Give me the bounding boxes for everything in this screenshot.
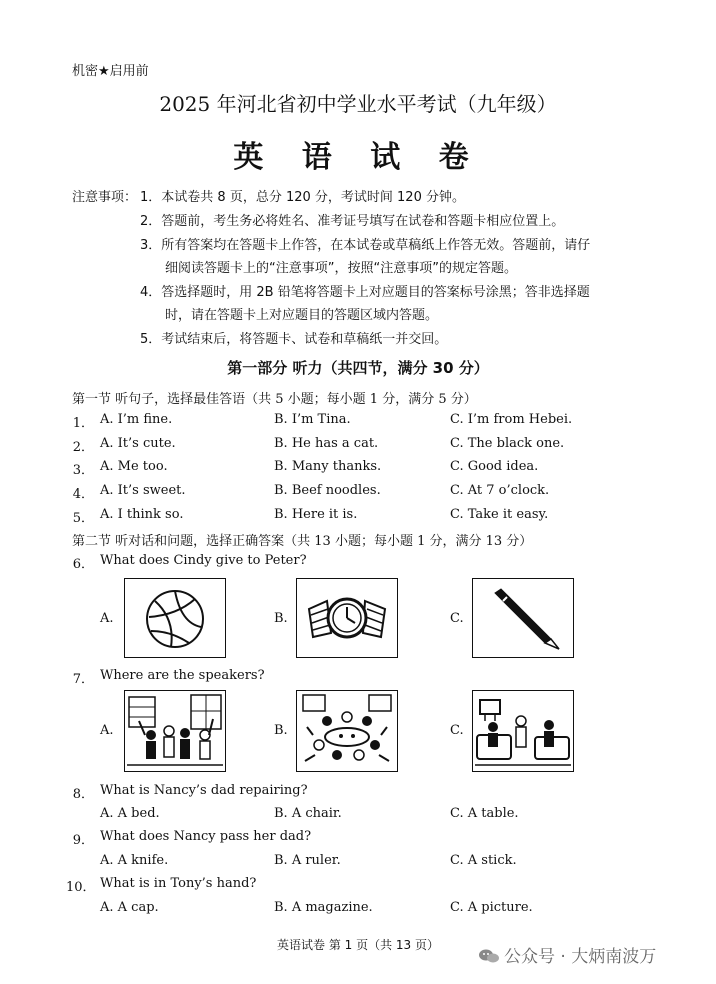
option-b: B. Beef noodles. (274, 483, 381, 498)
option-b: B. A ruler. (274, 853, 341, 868)
option-c: C. Take it easy. (450, 507, 549, 522)
question-number: 7． (72, 672, 94, 687)
option-a: A. It’s sweet. (100, 483, 186, 498)
pen-icon (473, 579, 573, 657)
notice-item (140, 234, 590, 253)
question-number: 8． (72, 787, 94, 802)
option-b: B. He has a cat. (274, 436, 379, 451)
wechat-icon (478, 948, 500, 964)
option-a: A. A bed. (100, 806, 160, 821)
pen-image (472, 578, 574, 658)
option-b: B. Here it is. (274, 507, 358, 522)
page-footer: 英语试卷 第 1 页（共 13 页） (277, 938, 439, 952)
classroom-image (124, 690, 226, 772)
restaurant-image (296, 690, 398, 772)
question-number: 5． (72, 511, 94, 526)
notice-item-text: 答题前，考生务必将姓名、准考证号填写在试卷和答题卡相应位置上。 (161, 214, 565, 229)
option-a: A. Me too. (100, 459, 168, 474)
living-room-scene-icon (473, 691, 573, 771)
notice-item-number: 3． (140, 238, 162, 253)
notice-item-text: 考试结束后，将答题卡、试卷和草稿纸一并交回。 (161, 332, 448, 347)
notice-item (140, 328, 447, 347)
notice-label: 注意事项： (72, 190, 138, 205)
option-a: A. A knife. (100, 853, 169, 868)
notice-item-text: 所有答案均在答题卡上作答，在本试卷或草稿纸上作答无效。答题前，请仔 (161, 238, 591, 253)
image-option-label: C. (450, 611, 464, 626)
image-option-label: C. (450, 723, 464, 738)
watch-image (296, 578, 398, 658)
option-a: A. I think so. (100, 507, 184, 522)
notice-item-text: 答选择题时，用 2B 铅笔将答题卡上对应题目的答案标号涂黑；答非选择题 (161, 285, 590, 300)
paper-title: 英 语 试 卷 (233, 140, 483, 175)
option-c: C. The black one. (450, 436, 565, 451)
image-option-label: A. (100, 723, 114, 738)
image-option-label: A. (100, 611, 114, 626)
notice-item (140, 281, 590, 300)
watermark-text: 公众号 · 大炳南波万 (504, 947, 657, 967)
option-a: A. A cap. (100, 900, 159, 915)
option-c: C. A picture. (450, 900, 533, 915)
confidential-label: 机密★启用前 (72, 64, 149, 79)
volleyball-icon (125, 579, 225, 657)
notice-item-continuation: 细阅读答题卡上的“注意事项”，按照“注意事项”的规定答题。 (165, 261, 517, 276)
option-c: C. A table. (450, 806, 519, 821)
option-a: A. It’s cute. (100, 436, 176, 451)
question-number: 1． (72, 416, 94, 431)
question-number: 3． (72, 463, 94, 478)
dining-scene-icon (297, 691, 397, 771)
notice-item-number: 5． (140, 332, 162, 347)
question-text: What is in Tony’s hand? (100, 876, 257, 891)
option-c: C. I’m from Hebei. (450, 412, 573, 427)
option-c: C. A stick. (450, 853, 517, 868)
question-text: What does Nancy pass her dad? (100, 829, 312, 844)
classroom-scene-icon (125, 691, 225, 771)
question-number: 2． (72, 440, 94, 455)
question-number: 6． (72, 557, 94, 572)
notice-item-text: 本试卷共 8 页，总分 120 分，考试时间 120 分钟。 (161, 190, 465, 205)
question-number: 9． (72, 833, 94, 848)
watch-icon (297, 579, 397, 657)
option-b: B. A magazine. (274, 900, 373, 915)
image-option-label: B. (274, 723, 288, 738)
question-text: What does Cindy give to Peter? (100, 553, 307, 568)
question-number: 10． (66, 880, 96, 895)
notice-item-number: 2． (140, 214, 162, 229)
section-title: 第二节 听对话和问题，选择正确答案（共 13 小题；每小题 1 分，满分 13 分） (72, 534, 533, 549)
living-room-image (472, 690, 574, 772)
exam-title: 2025 年河北省初中学业水平考试（九年级） (159, 92, 557, 116)
option-c: C. Good idea. (450, 459, 539, 474)
question-number: 4． (72, 487, 94, 502)
notice-item (140, 186, 465, 205)
option-b: B. A chair. (274, 806, 342, 821)
option-c: C. At 7 o’clock. (450, 483, 550, 498)
question-text: What is Nancy’s dad repairing? (100, 783, 308, 798)
notice-item-number: 1． (140, 190, 162, 205)
notice-item (140, 210, 564, 229)
question-text: Where are the speakers? (100, 668, 265, 683)
part-title: 第一部分 听力（共四节，满分 30 分） (227, 359, 489, 377)
section-title: 第一节 听句子，选择最佳答语（共 5 小题；每小题 1 分，满分 5 分） (72, 392, 477, 407)
volleyball-image (124, 578, 226, 658)
option-b: B. Many thanks. (274, 459, 382, 474)
watermark (478, 942, 656, 967)
option-a: A. I’m fine. (100, 412, 173, 427)
image-option-label: B. (274, 611, 288, 626)
option-b: B. I’m Tina. (274, 412, 351, 427)
notice-item-continuation: 时，请在答题卡上对应题目的答题区域内答题。 (165, 308, 439, 323)
notice-item-number: 4． (140, 285, 162, 300)
